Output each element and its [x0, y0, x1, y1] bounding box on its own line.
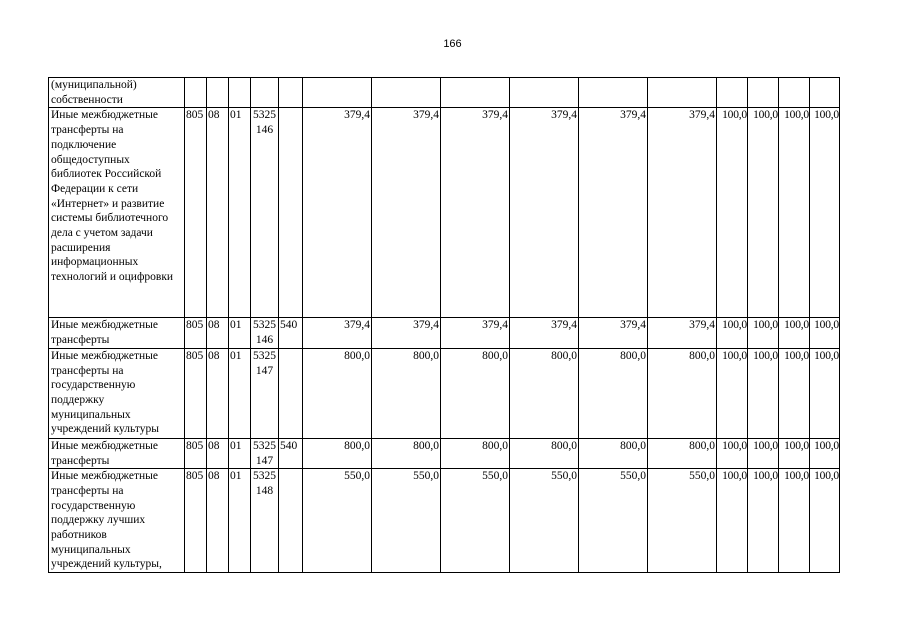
pr-code-cell: 01	[229, 438, 251, 468]
amount-cell: 800,0	[579, 348, 648, 438]
target-code-cell	[251, 108, 279, 318]
expense-name-cell: Иные межбюджетные трансферты на государственную поддержку лучших работников муниципальных учреждений культуры,	[49, 469, 185, 573]
gr-code-cell: 805	[185, 469, 207, 573]
gr-code-cell: 805	[185, 108, 207, 318]
amount-cell: 800,0	[648, 348, 717, 438]
percent-cell: 100,0	[779, 348, 810, 438]
amount-cell: 550,0	[510, 469, 579, 573]
amount-cell: 800,0	[372, 348, 441, 438]
rz-code-cell	[207, 78, 229, 108]
target-code-line2: 147	[255, 454, 274, 467]
percent-cell: 100,0	[779, 438, 810, 468]
rz-code-cell: 08	[207, 108, 229, 318]
amount-cell: 379,4	[579, 108, 648, 318]
target-code-line1: 5325	[253, 109, 276, 122]
percent-cell: 100,0	[717, 469, 748, 573]
vr-code-cell	[279, 108, 303, 318]
percent-cell: 100,0	[810, 469, 840, 573]
target-code-line2: 146	[255, 334, 274, 347]
amount-cell: 379,4	[648, 318, 717, 348]
vr-code-cell: 540	[279, 318, 303, 348]
amount-cell: 800,0	[303, 438, 372, 468]
vr-code-cell	[279, 469, 303, 573]
table-row	[49, 348, 840, 438]
amount-cell: 550,0	[648, 469, 717, 573]
amount-cell	[579, 78, 648, 108]
target-code-cell	[251, 438, 279, 468]
target-code-line2: 147	[255, 364, 274, 377]
amount-cell: 800,0	[303, 348, 372, 438]
percent-cell: 100,0	[810, 348, 840, 438]
amount-cell: 379,4	[441, 108, 510, 318]
amount-cell	[510, 78, 579, 108]
table-row	[49, 469, 840, 573]
gr-code-cell: 805	[185, 348, 207, 438]
amount-cell: 800,0	[372, 438, 441, 468]
percent-cell: 100,0	[717, 348, 748, 438]
table-row	[49, 318, 840, 348]
percent-cell: 100,0	[748, 348, 779, 438]
expense-name-cell: Иные межбюджетные трансферты	[49, 318, 185, 348]
expense-name-cell: Иные межбюджетные трансферты на подключение общедоступных библиотек Российской Федерации к сети «Интернет» и развитие системы библиотечного дела с учетом задачи расширения информационных технологий и оцифровки	[49, 108, 185, 318]
expense-name-cell: Иные межбюджетные трансферты на государственную поддержку муниципальных учреждений культуры	[49, 348, 185, 438]
vr-code-cell	[279, 78, 303, 108]
pr-code-cell: 01	[229, 348, 251, 438]
expense-name-cell: Иные межбюджетные трансферты	[49, 438, 185, 468]
amount-cell: 550,0	[441, 469, 510, 573]
pr-code-cell: 01	[229, 108, 251, 318]
amount-cell: 800,0	[579, 438, 648, 468]
percent-cell: 100,0	[717, 318, 748, 348]
pr-code-cell: 01	[229, 469, 251, 573]
pr-code-cell	[229, 78, 251, 108]
amount-cell	[648, 78, 717, 108]
amount-cell: 800,0	[510, 438, 579, 468]
target-code-line1: 5325	[253, 349, 276, 362]
expense-name-cell: (муниципальной) собственности	[49, 78, 185, 108]
percent-cell: 100,0	[748, 318, 779, 348]
percent-cell: 100,0	[717, 438, 748, 468]
percent-cell: 100,0	[810, 108, 840, 318]
amount-cell: 800,0	[441, 438, 510, 468]
amount-cell: 800,0	[441, 348, 510, 438]
amount-cell: 550,0	[303, 469, 372, 573]
target-code-line2: 146	[255, 124, 274, 137]
amount-cell: 379,4	[510, 318, 579, 348]
pr-code-cell: 01	[229, 318, 251, 348]
percent-cell: 100,0	[810, 318, 840, 348]
percent-cell: 100,0	[717, 108, 748, 318]
target-code-cell	[251, 348, 279, 438]
percent-cell	[748, 78, 779, 108]
percent-cell: 100,0	[748, 438, 779, 468]
target-code-line1: 5325	[253, 319, 276, 332]
target-code-line1: 5325	[253, 470, 276, 483]
amount-cell: 379,4	[303, 108, 372, 318]
amount-cell: 550,0	[579, 469, 648, 573]
amount-cell: 379,4	[372, 318, 441, 348]
percent-cell: 100,0	[810, 438, 840, 468]
rz-code-cell: 08	[207, 438, 229, 468]
amount-cell: 379,4	[510, 108, 579, 318]
amount-cell: 379,4	[579, 318, 648, 348]
percent-cell: 100,0	[748, 108, 779, 318]
rz-code-cell: 08	[207, 469, 229, 573]
percent-cell: 100,0	[779, 108, 810, 318]
target-code-cell	[251, 318, 279, 348]
table-row	[49, 78, 840, 108]
rz-code-cell: 08	[207, 348, 229, 438]
page-number: 166	[443, 38, 462, 50]
table-row	[49, 438, 840, 468]
amount-cell: 379,4	[303, 318, 372, 348]
percent-cell	[717, 78, 748, 108]
target-code-cell	[251, 78, 279, 108]
amount-cell: 379,4	[441, 318, 510, 348]
amount-cell: 550,0	[372, 469, 441, 573]
amount-cell: 379,4	[372, 108, 441, 318]
percent-cell: 100,0	[779, 469, 810, 573]
vr-code-cell: 540	[279, 438, 303, 468]
amount-cell	[441, 78, 510, 108]
amount-cell: 800,0	[648, 438, 717, 468]
budget-table	[48, 77, 840, 573]
amount-cell: 379,4	[648, 108, 717, 318]
rz-code-cell: 08	[207, 318, 229, 348]
gr-code-cell: 805	[185, 318, 207, 348]
gr-code-cell	[185, 78, 207, 108]
target-code-cell	[251, 469, 279, 573]
percent-cell	[779, 78, 810, 108]
amount-cell	[303, 78, 372, 108]
table-row	[49, 108, 840, 318]
amount-cell: 800,0	[510, 348, 579, 438]
percent-cell	[810, 78, 840, 108]
vr-code-cell	[279, 348, 303, 438]
amount-cell	[372, 78, 441, 108]
target-code-line1: 5325	[253, 439, 276, 452]
target-code-line2: 148	[255, 484, 274, 497]
percent-cell: 100,0	[748, 469, 779, 573]
gr-code-cell: 805	[185, 438, 207, 468]
percent-cell: 100,0	[779, 318, 810, 348]
